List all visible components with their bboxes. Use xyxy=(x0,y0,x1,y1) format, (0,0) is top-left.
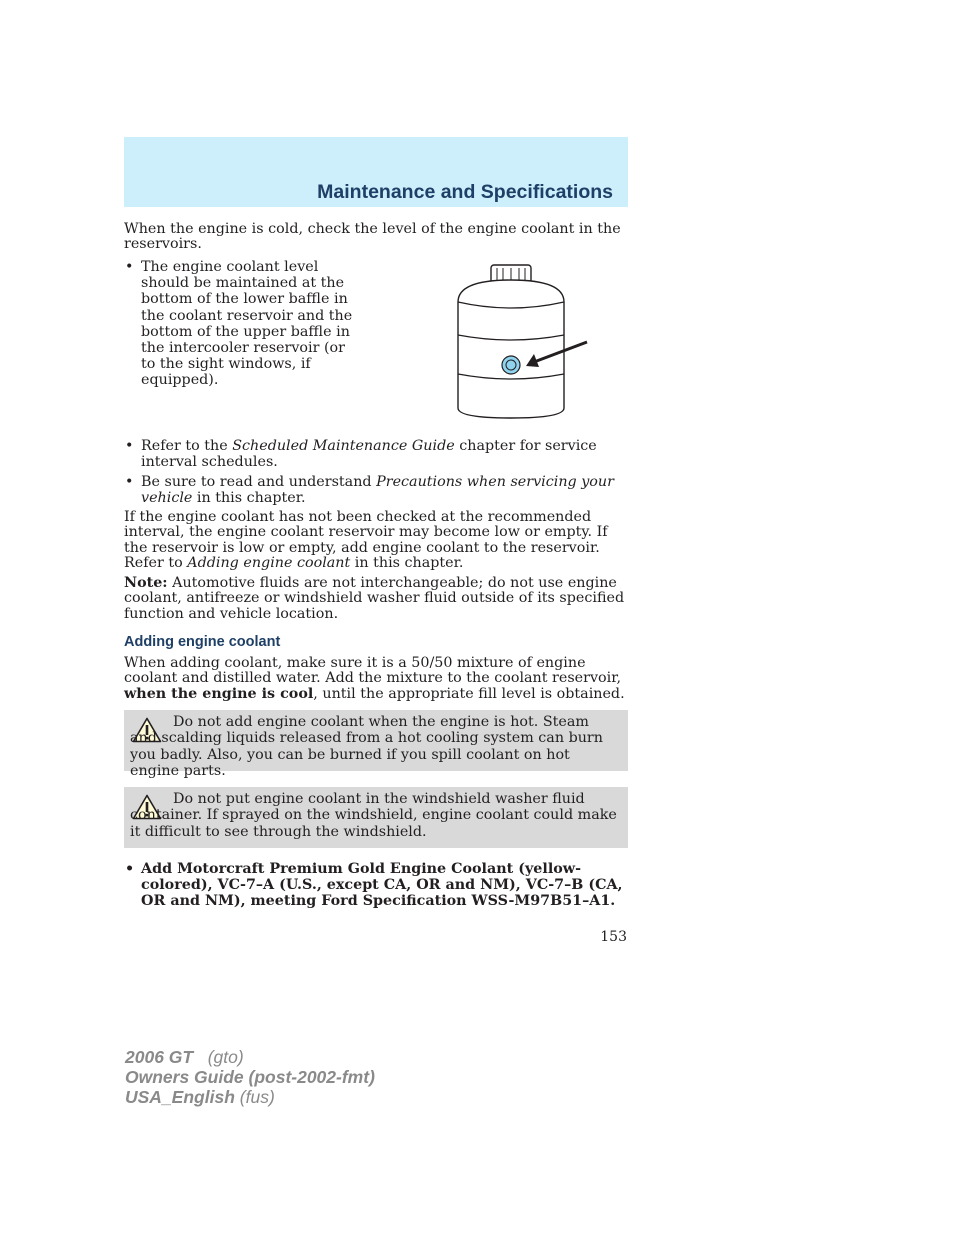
bullet-text: Add Motorcraft Premium Gold Engine Coolant (yellow-colored), VC-7–A (U.S., except CA, OR and NM), VC-7–B (CA, OR and NM), meeting Ford Specification WSS-M97B51–A1. xyxy=(141,861,623,910)
adding-coolant-reference: Adding engine coolant xyxy=(187,555,351,572)
bullet-coolant-spec xyxy=(124,861,628,910)
bullet-symbol: • xyxy=(125,259,134,275)
note-label: Note: xyxy=(124,575,168,591)
warning-text: Do not put engine coolant in the windshield washer fluid container. If sprayed on the windshield, engine coolant could make it difficult to see through the windshield. xyxy=(130,791,617,840)
adding-emphasis: when the engine is cool xyxy=(124,685,314,702)
precautions-reference: Precautions when servicing your vehicle xyxy=(141,474,614,507)
check-paragraph xyxy=(124,510,628,572)
bullet-symbol: • xyxy=(125,474,134,490)
adding-text: When adding coolant, make sure it is a 50/50 mixture of engine coolant and distilled water. Add the mixture to the coolant reservoir, xyxy=(124,655,622,687)
adding-text-end: , until the appropriate fill level is obtained. xyxy=(313,685,625,702)
bullet-symbol: • xyxy=(125,438,134,454)
warning-box-hot-engine xyxy=(124,710,628,780)
check-text: If the engine coolant has not been checked at the recommended interval, the engine coolant reservoir may become low or empty. If the reservoir is low or empty, add engine coolant to the reservoir. Refer to xyxy=(124,509,608,572)
footer-guide: Owners Guide (post-2002-fmt) xyxy=(125,1067,375,1087)
footer-model-code: (gto) xyxy=(207,1047,244,1067)
bullet-text: Be sure to read and understand xyxy=(141,474,377,490)
footer-line-language xyxy=(125,1087,375,1107)
warning-box-washer-fluid xyxy=(124,787,628,848)
bullet-text-end: chapter for service interval schedules. xyxy=(141,438,597,471)
document-footer xyxy=(125,1047,375,1107)
footer-language: USA_English xyxy=(125,1087,235,1107)
bullet-precautions xyxy=(124,474,628,506)
footer-language-code: (fus) xyxy=(239,1087,275,1107)
bullet-scheduled-maintenance xyxy=(124,438,628,470)
bullet-symbol: • xyxy=(125,861,135,877)
note-text: Automotive fluids are not interchangeable; do not use engine coolant, antifreeze or windshield washer fluid outside of its specified function and vehicle location. xyxy=(124,575,625,622)
bullet-coolant-level xyxy=(124,259,363,389)
page-number: 153 xyxy=(600,929,627,945)
bullet-text: The engine coolant level should be maintained at the bottom of the lower baffle in the coolant reservoir and the bottom of the upper baffle in the intercooler reservoir (or to the sight windows, if equipped). xyxy=(141,259,353,389)
page-title: Maintenance and Specifications xyxy=(317,181,613,203)
section-heading: Adding engine coolant xyxy=(124,634,281,650)
guide-reference: Scheduled Maintenance Guide xyxy=(232,438,455,454)
adding-paragraph xyxy=(124,656,628,702)
sight-window-icon xyxy=(502,356,520,374)
coolant-reservoir-illustration xyxy=(440,258,600,426)
footer-line-model xyxy=(125,1047,375,1067)
check-text-end: in this chapter. xyxy=(350,555,464,572)
intro-paragraph: When the engine is cold, check the level of the engine coolant in the reservoirs. xyxy=(124,221,621,253)
warning-text: Do not add engine coolant when the engine is hot. Steam and scalding liquids released from a hot cooling system can burn you badly. Also, you can be burned if you spill coolant on hot engine parts. xyxy=(130,714,603,780)
header-band xyxy=(124,137,628,207)
footer-model: 2006 GT xyxy=(125,1047,194,1067)
note-paragraph xyxy=(124,576,628,622)
bullet-text-end: in this chapter. xyxy=(192,490,306,507)
bullet-text: Refer to the xyxy=(141,438,233,454)
